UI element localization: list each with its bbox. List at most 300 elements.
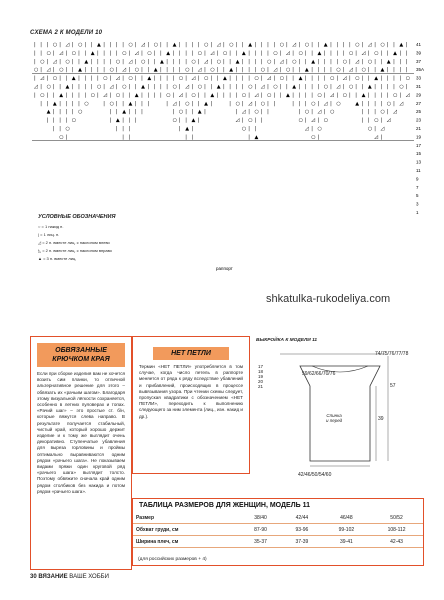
chart-symbol: ◿: [34, 84, 38, 90]
chart-symbol: |: [374, 67, 376, 74]
chart-symbol: |: [317, 100, 320, 107]
chart-symbol: |: [386, 67, 389, 74]
row-number: 15: [416, 151, 422, 157]
magazine-name: ВЯЗАНИЕ: [38, 574, 68, 580]
chart-symbol: |: [84, 50, 87, 57]
chart-symbol: |: [166, 75, 168, 82]
chart-symbol: |: [147, 42, 150, 48]
chart-symbol: |: [405, 84, 408, 90]
chart-symbol: |: [367, 75, 370, 82]
chart-symbol: ○: [147, 50, 152, 57]
chart-symbol: ▲: [210, 92, 215, 99]
chart-symbol: |: [172, 92, 175, 99]
chart-symbol: |: [191, 109, 194, 116]
chart-symbol: ▲: [223, 75, 227, 82]
chart-symbol: ○: [342, 58, 348, 65]
chart-symbol: |: [59, 42, 61, 48]
chart-symbol: |: [141, 75, 143, 82]
chart-symbol: ▲: [317, 50, 322, 57]
chart-symbol: |: [185, 92, 187, 99]
chart-symbol: ○: [115, 58, 121, 65]
chart-symbol: |: [147, 58, 150, 65]
chart-symbol: ▲: [355, 100, 360, 107]
chart-symbol: |: [361, 100, 364, 107]
chart-symbol: |: [185, 134, 187, 141]
chart-symbol: ▲: [166, 50, 171, 57]
chart-symbol: ○: [128, 75, 133, 82]
chart-symbol: |: [103, 67, 105, 74]
chart-symbol: |: [330, 50, 332, 57]
chart-symbol: |: [147, 92, 150, 99]
chart-symbol: |: [386, 92, 389, 99]
chart-symbol: |: [178, 117, 181, 124]
chart-symbol: |: [361, 84, 364, 90]
chart-symbol: |: [210, 58, 213, 65]
top-width-label: 74/75/76/77/78: [375, 351, 409, 357]
chart-symbol: ○: [317, 92, 322, 99]
chart-symbol: |: [393, 42, 395, 48]
scheme-title: СХЕМА 2 К МОДЕЛИ 10: [30, 30, 103, 36]
chart-symbol: |: [84, 42, 87, 48]
row-number: 37: [416, 58, 422, 64]
chart-symbol: ○: [273, 84, 278, 90]
chart-symbol: |: [292, 75, 294, 82]
chart-symbol: ○: [298, 117, 303, 124]
chart-symbol: |: [134, 100, 137, 107]
chart-symbol: ○: [380, 42, 385, 48]
chart-symbol: ○: [223, 50, 228, 57]
chart-symbol: |: [78, 92, 80, 99]
chart-symbol: ○: [323, 117, 329, 124]
chart-symbol: |: [374, 58, 376, 65]
chart-symbol: |: [229, 100, 231, 107]
chart-symbol: |: [115, 100, 118, 107]
chart-symbol: ○: [292, 58, 297, 65]
no-stitch-text: Термин «НЕТ ПЕТЛИ» употребляется в том случае, когда число петель в раппорте меняется от ряда к ряду вследствие убавлений и прибавлений, происходящих в процессе вывязывания узора. При чтении схемы следует, пропуская квадратики с обозначением «НЕТ ПЕТЛИ», переходить к выполнению следующего за ним элемента (лиц., изн. накид и др.).: [139, 364, 243, 419]
chart-symbol: |: [128, 67, 131, 74]
chart-symbol: |: [134, 42, 137, 48]
chart-symbol: |: [311, 50, 313, 57]
legend-title: УСЛОВНЫЕ ОБОЗНАЧЕНИЯ: [38, 214, 116, 220]
chart-symbol: |: [286, 84, 288, 90]
chart-symbol: |: [380, 92, 383, 99]
chart-symbol: ◿: [235, 117, 240, 124]
chart-symbol: ▲: [147, 75, 152, 82]
chart-symbol: |: [241, 42, 244, 48]
chart-symbol: |: [84, 92, 87, 99]
chart-symbol: |: [380, 134, 383, 141]
chart-symbol: ○: [380, 109, 385, 116]
chart-symbol: ◿: [172, 100, 177, 107]
chart-symbol: |: [128, 92, 131, 99]
chart-symbol: ○: [273, 50, 278, 57]
chart-symbol: |: [160, 84, 162, 90]
chart-symbol: ○: [172, 84, 177, 90]
chart-symbol: |: [178, 84, 181, 90]
chart-symbol: |: [185, 42, 187, 48]
chart-symbol: ▲: [204, 100, 208, 107]
chart-symbol: ○: [122, 84, 127, 90]
chart-symbol: |: [336, 50, 339, 57]
chart-symbol: |: [235, 75, 238, 82]
chart-symbol: ◿: [374, 134, 379, 141]
chart-symbol: ▲: [367, 84, 372, 90]
repeat-label: раппорт: [216, 266, 233, 271]
chart-symbol: |: [59, 75, 61, 82]
legend-item: ▲ = 3 п. вместе лиц.: [38, 256, 77, 261]
chart-symbol: ▲: [153, 67, 158, 74]
chart-symbol: ▲: [122, 109, 127, 116]
chart-symbol: |: [84, 75, 87, 82]
chart-symbol: |: [380, 58, 383, 65]
chart-symbol: |: [122, 117, 124, 124]
chart-symbol: |: [122, 126, 124, 132]
chart-symbol: |: [367, 109, 370, 116]
chart-symbol: |: [374, 100, 376, 107]
chart-symbol: |: [204, 84, 206, 90]
chart-symbol: ◿: [267, 75, 271, 82]
chart-symbol: ○: [46, 84, 51, 90]
chart-symbol: |: [134, 58, 137, 65]
row-number: 23: [416, 117, 422, 123]
chart-symbol: ▲: [71, 75, 76, 82]
chart-symbol: |: [210, 100, 213, 107]
chart-symbol: |: [178, 58, 181, 65]
chart-symbol: |: [210, 42, 213, 48]
chart-symbol: ◿: [405, 92, 410, 99]
chart-symbol: |: [254, 42, 257, 48]
chart-symbol: |: [317, 67, 320, 74]
chart-symbol: |: [197, 100, 200, 107]
chart-symbol: ▲: [172, 42, 177, 48]
chart-symbol: |: [204, 67, 206, 74]
chart-symbol: |: [260, 92, 263, 99]
chart-symbol: |: [197, 92, 200, 99]
chart-symbol: ◿: [367, 42, 372, 48]
chart-symbol: ○: [178, 75, 184, 82]
chart-symbol: |: [241, 58, 244, 65]
chart-symbol: |: [336, 58, 339, 65]
row-number: 29: [416, 92, 422, 98]
chart-symbol: ▲: [393, 50, 397, 57]
chart-symbol: ▲: [84, 58, 89, 65]
chart-symbol: ◿: [185, 84, 190, 90]
chart-symbol: |: [103, 100, 105, 107]
chart-symbol: ◿: [122, 67, 127, 74]
chart-symbol: |: [292, 100, 294, 107]
chart-symbol: ◿: [178, 92, 183, 99]
chart-symbol: |: [65, 92, 68, 99]
chart-symbol: |: [122, 75, 124, 82]
chart-symbol: ○: [115, 92, 121, 99]
chart-symbol: |: [178, 42, 181, 48]
bottom-width-label: 42/46/50/54/60: [298, 472, 332, 478]
chart-symbol: ◿: [210, 50, 215, 57]
chart-symbol: |: [405, 50, 408, 57]
chart-symbol: |: [216, 50, 219, 57]
chart-symbol: |: [90, 84, 93, 90]
chart-symbol: |: [166, 100, 168, 107]
chart-symbol: |: [267, 84, 269, 90]
table-row: Ширина плеч, см 35-37 37-39 39-41 42-43: [133, 536, 423, 548]
chart-symbol: |: [78, 75, 80, 82]
chart-symbol: ◿: [141, 42, 145, 48]
chart-symbol: |: [311, 126, 313, 132]
sizes-table-title: ТАБЛИЦА РАЗМЕРОВ ДЛЯ ЖЕНЩИН, МОДЕЛЬ 11: [133, 499, 423, 512]
chart-symbol: ○: [204, 42, 209, 48]
chart-symbol: |: [166, 42, 168, 48]
chart-symbol: |: [248, 67, 250, 74]
chart-symbol: ◿: [273, 67, 278, 74]
chart-symbol: ○: [46, 50, 51, 57]
chart-symbol: |: [330, 100, 332, 107]
chart-symbol: |: [235, 50, 238, 57]
chart-symbol: |: [109, 109, 112, 116]
chart-symbol: ○: [153, 42, 159, 48]
chart-symbol: ▲: [361, 92, 366, 99]
chart-symbol: |: [147, 100, 150, 107]
chart-symbol: |: [393, 67, 395, 74]
chart-symbol: |: [355, 67, 357, 74]
chart-symbol: ◿: [380, 126, 385, 132]
chart-symbol: ○: [330, 109, 335, 116]
chart-symbol: |: [59, 100, 61, 107]
chart-symbol: ◿: [216, 42, 221, 48]
chart-symbol: |: [59, 109, 61, 116]
chart-symbol: |: [166, 67, 168, 74]
chart-symbol: |: [115, 67, 118, 74]
chart-symbol: |: [191, 67, 194, 74]
chart-symbol: |: [241, 117, 244, 124]
chart-symbol: |: [229, 75, 231, 82]
chart-symbol: |: [134, 84, 137, 90]
chart-symbol: |: [323, 67, 326, 74]
chart-symbol: |: [330, 84, 332, 90]
chart-symbol: |: [367, 67, 370, 74]
chart-symbol: |: [52, 92, 55, 99]
chart-symbol: |: [248, 75, 250, 82]
chart-symbol: ◿: [393, 109, 397, 116]
chart-symbol: |: [286, 42, 288, 48]
chart-symbol: |: [260, 50, 263, 57]
chart-symbol: |: [311, 109, 313, 116]
chart-symbol: |: [374, 92, 376, 99]
knit-symbol: |: [38, 232, 41, 237]
chart-symbol: ▲: [374, 75, 379, 82]
chart-symbol: |: [374, 126, 376, 132]
chart-symbol: ○: [248, 117, 253, 124]
chart-symbol: ○: [71, 117, 77, 124]
chart-symbol: ▲: [128, 100, 133, 107]
chart-symbol: |: [97, 58, 99, 65]
chart-symbol: ○: [103, 75, 108, 82]
chart-symbol: ▲: [298, 75, 303, 82]
chart-symbol: |: [59, 58, 61, 65]
chart-symbol: |: [273, 92, 276, 99]
chart-symbol: ◿: [52, 58, 57, 65]
row-number: 11: [416, 168, 421, 173]
chart-symbol: ○: [349, 50, 354, 57]
chart-symbol: |: [216, 67, 219, 74]
chart-symbol: |: [361, 42, 364, 48]
chart-symbol: |: [178, 67, 181, 74]
chart-symbol: ○: [367, 58, 373, 65]
chart-symbol: ○: [393, 92, 398, 99]
chart-symbol: |: [52, 117, 55, 124]
chart-symbol: |: [216, 92, 219, 99]
chart-symbol: |: [210, 84, 213, 90]
main-height-label: 39: [378, 416, 384, 422]
chart-symbol: |: [298, 84, 301, 90]
chart-symbol: |: [141, 50, 143, 57]
chart-symbol: |: [97, 75, 99, 82]
chart-symbol: ◿: [330, 92, 334, 99]
chart-symbol: |: [122, 100, 124, 107]
chart-symbol: ◿: [386, 117, 391, 124]
chart-symbol: ○: [97, 84, 102, 90]
chart-symbol: ○: [336, 67, 341, 74]
chart-symbol: |: [267, 67, 269, 74]
chart-symbol: |: [286, 75, 288, 82]
chart-symbol: |: [160, 75, 162, 82]
chart-symbol: ○: [197, 84, 203, 90]
chart-symbol: |: [223, 67, 225, 74]
chart-symbol: ○: [40, 58, 45, 65]
chart-symbol: |: [65, 134, 68, 141]
chart-symbol: |: [128, 117, 131, 124]
chart-symbol: ○: [216, 58, 222, 65]
chart-symbol: |: [197, 117, 200, 124]
chart-symbol: |: [317, 117, 320, 124]
chart-symbol: ▲: [248, 42, 253, 48]
chart-symbol: |: [109, 42, 112, 48]
chart-symbol: |: [304, 58, 307, 65]
chart-symbol: |: [235, 109, 238, 116]
chart-symbol: |: [52, 84, 55, 90]
chart-symbol: ○: [286, 67, 291, 74]
row-number: 5: [416, 193, 419, 199]
chart-symbol: |: [298, 109, 301, 116]
row-number: 31: [416, 84, 422, 89]
side-labels: 17 18 19 20 21: [258, 364, 264, 389]
chart-symbol: |: [40, 67, 42, 74]
chart-symbol: ◿: [248, 100, 253, 107]
chart-symbol: |: [380, 100, 383, 107]
chart-symbol: |: [336, 92, 339, 99]
chart-symbol: ○: [134, 67, 140, 74]
chart-symbol: |: [317, 42, 320, 48]
chart-symbol: |: [166, 84, 168, 90]
chart-symbol: |: [355, 50, 357, 57]
piece-label: Спинка и перед: [326, 413, 343, 423]
chart-symbol: |: [90, 58, 93, 65]
left-decrease-symbol: ◿: [38, 240, 43, 245]
chart-symbol: |: [279, 67, 282, 74]
chart-symbol: |: [304, 117, 307, 124]
chart-symbol: |: [399, 75, 402, 82]
chart-symbol: |: [229, 50, 231, 57]
chart-symbol: |: [191, 50, 194, 57]
chart-symbol: |: [160, 92, 162, 99]
chart-symbol: ▲: [311, 58, 316, 65]
chart-symbol: |: [386, 84, 389, 90]
chart-symbol: |: [65, 109, 68, 116]
chart-symbol: |: [84, 67, 87, 74]
chart-symbol: |: [386, 50, 389, 57]
chart-symbol: |: [46, 75, 49, 82]
chart-symbol: |: [191, 134, 194, 141]
chart-symbol: |: [147, 67, 150, 74]
chart-symbol: |: [235, 42, 238, 48]
chart-symbol: ▲: [160, 58, 164, 65]
chart-symbol: |: [386, 109, 389, 116]
chart-symbol: ○: [330, 75, 335, 82]
chart-symbol: ○: [78, 42, 83, 48]
chart-symbol: |: [65, 50, 68, 57]
chart-symbol: |: [52, 67, 55, 74]
chart-symbol: |: [304, 50, 307, 57]
legend-item: ◿ = 2 п. вместе лиц. с наклоном влево: [38, 240, 110, 245]
chart-symbol: |: [386, 75, 389, 82]
chart-symbol: |: [361, 58, 364, 65]
chart-symbol: |: [254, 126, 257, 132]
chart-symbol: |: [115, 84, 118, 90]
chart-symbol: ○: [172, 117, 177, 124]
chart-symbol: |: [304, 84, 307, 90]
chart-symbol: |: [323, 92, 326, 99]
chart-symbol: ○: [342, 92, 348, 99]
chart-symbol: |: [267, 50, 269, 57]
chart-symbol: ▲: [141, 84, 145, 90]
magazine-subtitle: ВАШЕ ХОББИ: [69, 574, 109, 580]
chart-symbol: ○: [374, 50, 379, 57]
chart-symbol: ○: [40, 92, 45, 99]
chart-symbol: ○: [141, 58, 146, 65]
chart-symbol: ◿: [65, 42, 70, 48]
legend: [38, 213, 115, 263]
chart-symbol: |: [286, 58, 288, 65]
chart-symbol: |: [248, 134, 250, 141]
chart-symbol: |: [84, 84, 87, 90]
chart-symbol: |: [223, 58, 225, 65]
chart-symbol: ◿: [399, 100, 404, 107]
chart-symbol: |: [34, 50, 36, 57]
chart-symbol: ◿: [260, 84, 265, 90]
chart-symbol: ○: [374, 117, 379, 124]
chart-symbol: ○: [349, 84, 354, 90]
chart-symbol: |: [254, 84, 257, 90]
chart-symbol: ○: [361, 67, 366, 74]
chart-symbol: ○: [267, 92, 272, 99]
chart-symbol: |: [254, 117, 257, 124]
chart-symbol: ○: [336, 100, 341, 107]
chart-symbol: ○: [71, 50, 77, 57]
chart-symbol: |: [46, 117, 49, 124]
chart-symbol: |: [40, 100, 42, 107]
chart-symbol: |: [191, 100, 194, 107]
chart-symbol: |: [349, 58, 351, 65]
chart-symbol: |: [399, 92, 402, 99]
chart-symbol: |: [241, 100, 244, 107]
chart-symbol: |: [160, 50, 162, 57]
chart-symbol: ○: [52, 42, 58, 48]
chart-symbol: ◿: [134, 50, 139, 57]
chart-symbol: ○: [197, 50, 203, 57]
chart-symbol: ○: [260, 67, 266, 74]
chart-symbol: |: [361, 117, 364, 124]
chart-symbol: |: [323, 75, 326, 82]
row-number: 25: [416, 109, 422, 115]
